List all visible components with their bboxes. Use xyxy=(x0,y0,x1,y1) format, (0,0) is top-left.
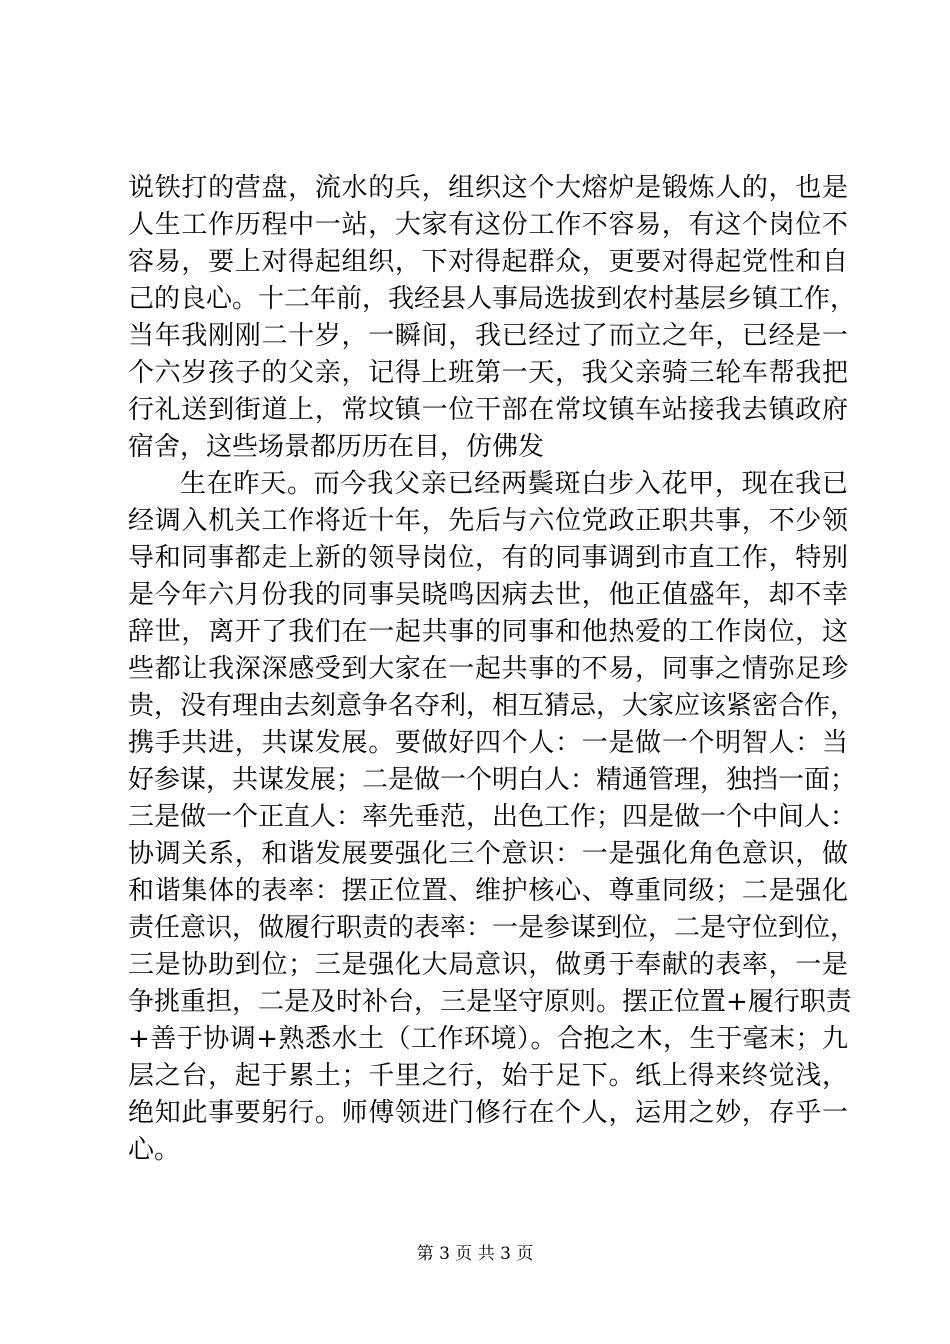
text-line: 当年我刚刚二十岁，一瞬间，我已经过了而立之年，已经是一 xyxy=(128,321,848,351)
text-line: 协调关系，和谐发展要强化三个意识：一是强化角色意识，做 xyxy=(128,839,848,869)
text-line: 辞世，离开了我们在一起共事的同事和他热爱的工作岗位，这 xyxy=(128,617,848,647)
text-line: 层之台，起于累土；千里之行，始于足下。纸上得来终觉浅， xyxy=(128,1061,848,1091)
text-line: 和谐集体的表率：摆正位置、维护核心、尊重同级；二是强化 xyxy=(128,876,848,906)
text-line: +善于协调+熟悉水土（工作环境）。合抱之木，生于毫末；九 xyxy=(128,1024,848,1054)
text-line: 宿舍，这些场景都历历在目，仿佛发 xyxy=(128,432,545,462)
text-line: 导和同事都走上新的领导岗位，有的同事调到市直工作，特别 xyxy=(128,543,848,573)
document-body xyxy=(128,170,857,1169)
text-line: 争挑重担，二是及时补台，三是坚守原则。摆正位置+履行职责 xyxy=(128,987,852,1017)
text-line: 是今年六月份我的同事吴晓鸣因病去世，他正值盛年，却不幸 xyxy=(128,580,848,610)
text-line: 说铁打的营盘，流水的兵，组织这个大熔炉是锻炼人的，也是 xyxy=(128,173,848,203)
paragraph-2 xyxy=(128,466,857,1169)
text-line: 生在昨天。而今我父亲已经两鬓斑白步入花甲，现在我已 xyxy=(180,469,848,499)
text-line: 己的良心。十二年前，我经县人事局选拔到农村基层乡镇工作， xyxy=(128,284,857,314)
text-line: 贵，没有理由去刻意争名夺利，相互猜忌，大家应该紧密合作， xyxy=(128,691,857,721)
text-line: 责任意识，做履行职责的表率：一是参谋到位，二是守位到位， xyxy=(128,913,857,943)
text-line: 三是协助到位；三是强化大局意识，做勇于奉献的表率，一是 xyxy=(128,950,848,980)
text-line: 容易，要上对得起组织，下对得起群众，更要对得起党性和自 xyxy=(128,247,848,277)
text-line: 三是做一个正直人：率先垂范，出色工作；四是做一个中间人： xyxy=(128,802,857,832)
text-line: 行礼送到街道上，常坟镇一位干部在常坟镇车站接我去镇政府 xyxy=(128,395,848,425)
text-line: 好参谋，共谋发展；二是做一个明白人：精通管理，独挡一面； xyxy=(128,765,857,795)
paragraph-1 xyxy=(128,170,857,466)
text-line: 经调入机关工作将近十年，先后与六位党政正职共事，不少领 xyxy=(128,506,848,536)
page-number-footer: 第 3 页 共 3 页 xyxy=(416,1244,534,1264)
text-line: 携手共进，共谋发展。要做好四个人：一是做一个明智人：当 xyxy=(128,728,848,758)
text-line: 绝知此事要躬行。师傅领进门修行在个人，运用之妙，存乎一 xyxy=(128,1098,848,1128)
text-line: 心。 xyxy=(128,1135,181,1165)
text-line: 些都让我深深感受到大家在一起共事的不易，同事之情弥足珍 xyxy=(128,654,848,684)
text-line: 人生工作历程中一站，大家有这份工作不容易，有这个岗位不 xyxy=(128,210,848,240)
text-line: 个六岁孩子的父亲，记得上班第一天，我父亲骑三轮车帮我把 xyxy=(128,358,848,388)
